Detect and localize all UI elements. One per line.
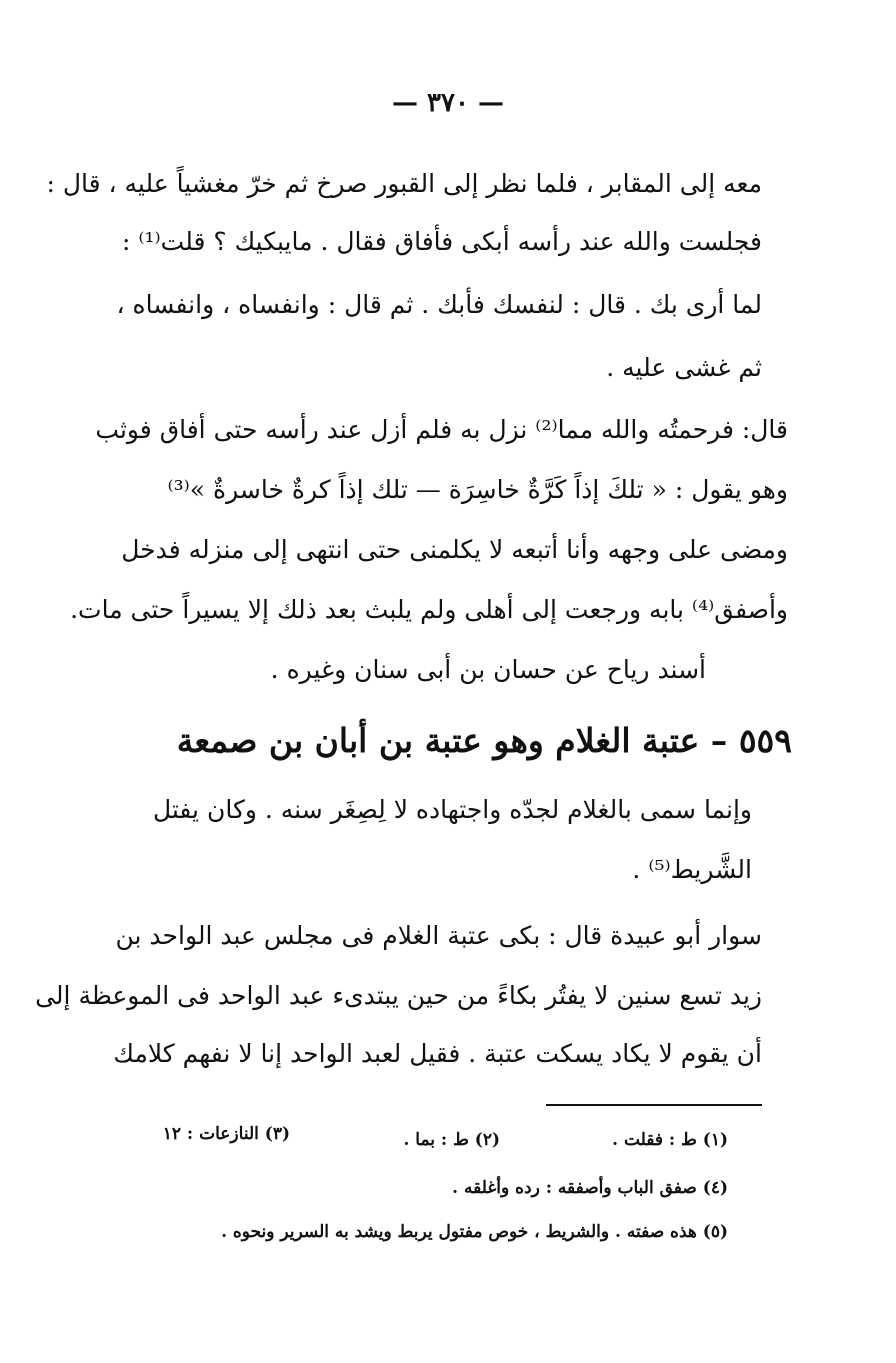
body-line: معه إلى المقابر ، فلما نظر إلى القبور صرخ ثم خرّ مغشياً عليه ، قال : [46,169,762,198]
body-line: فجلست والله عند رأسه أبكى فأفاق فقال . مايبكيك ؟ قلت⁽¹⁾ : [121,227,762,256]
section-line: زيد تسع سنين لا يفتُر بكاءً من حين يبتدىء عبد الواحد فى الموعظة إلى [35,981,762,1010]
footnote-4: (٤) صفق الباب وأصفقه : رده وأغلقه . [452,1178,728,1198]
footnote-rule [546,1104,762,1106]
section-line: الشَّريط⁽⁵⁾ . [632,855,752,884]
section-line: سوار أبو عبيدة قال : بكى عتبة الغلام فى مجلس عبد الواحد بن [115,921,762,950]
body-line: وهو يقول : « تلكَ إذاً كَرَّةٌ خاسِرَة — تلك إذاً كرةٌ خاسرةٌ »⁽³⁾ [167,475,788,504]
section-line: أن يقوم لا يكاد يسكت عتبة . فقيل لعبد الواحد إنا لا نفهم كلامك [113,1039,762,1068]
section-line: وإنما سمى بالغلام لجدّه واجتهاده لا لِصِغَر سنه . وكان يفتل [152,795,752,824]
footnote-3: (٣) النازعات : ١٢ [162,1124,290,1144]
body-line: ثم غشى عليه . [606,353,762,382]
body-line: لما أرى بك . قال : لنفسك فأبك . ثم قال : وانفساه ، وانفساه ، [116,290,762,319]
page-number: — ٣٧٠ — [391,88,505,118]
body-line: ومضى على وجهه وأنا أتبعه لا يكلمنى حتى انتهى إلى منزله فدخل [121,535,788,564]
footnote-5: (٥) هذه صفته . والشريط ، خوص مفتول يربط ويشد به السرير ونحوه . [221,1222,728,1242]
body-line: وأصفق⁽⁴⁾ بابه ورجعت إلى أهلى ولم يلبث بعد ذلك إلا يسيراً حتى مات. [70,595,788,624]
section-heading: ٥٥٩ – عتبة الغلام وهو عتبة بن أبان بن صمعة [176,721,792,760]
footnote-2: (٢) ط : بما . [403,1130,500,1150]
footnote-1: (١) ط : فقلت . [612,1130,728,1150]
body-line: قال: فرحمتُه والله مما⁽²⁾ نزل به فلم أزل عند رأسه حتى أفاق فوثب [95,415,788,444]
body-line: أسند رياح عن حسان بن أبى سنان وغيره . [270,655,706,684]
